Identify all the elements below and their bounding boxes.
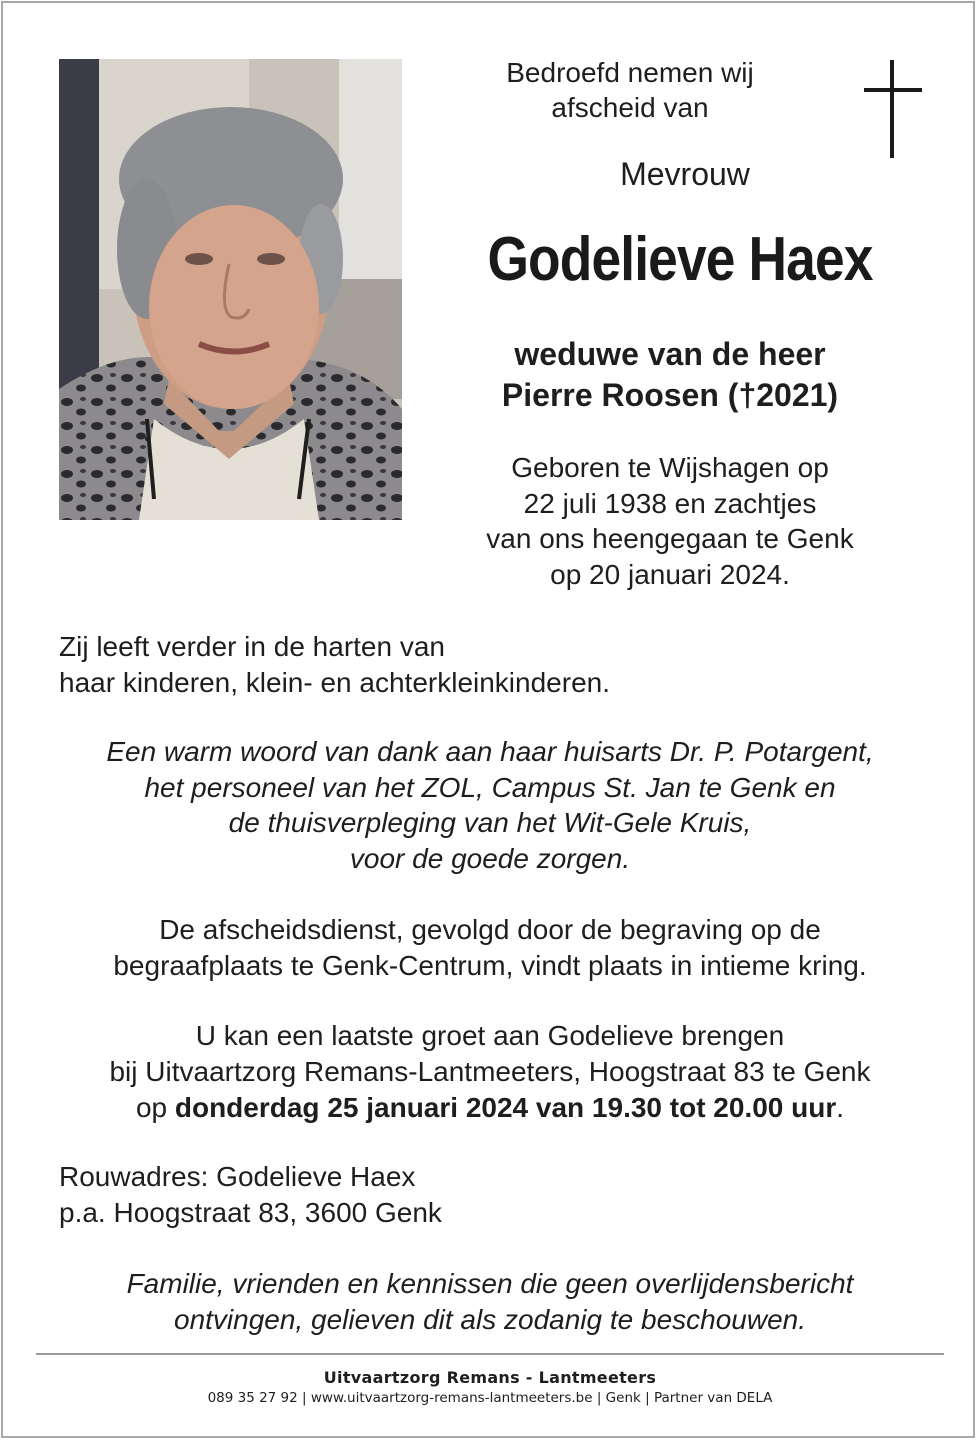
born-line: van ons heengegaan te Genk (486, 523, 854, 554)
visit-line: bij Uitvaartzorg Remans-Lantmeeters, Hoogstraat 83 te Genk (109, 1056, 871, 1087)
mourning-address (59, 1159, 659, 1231)
intro-line: Bedroefd nemen wij (506, 57, 754, 88)
widow-line: Pierre Roosen (†2021) (501, 377, 839, 413)
born-line: op 20 januari 2024. (550, 558, 790, 590)
thanks-line: Een warm woord van dank aan haar huisarts Dr. P. Potargent, (106, 736, 874, 767)
lives-line: haar kinderen, klein- en achterkleinkinderen. (59, 667, 610, 698)
service-line: begraafplaats te Genk-Centrum, vindt plaats in intieme kring. (113, 950, 867, 981)
notice-line: Familie, vrienden en kennissen die geen overlijdensbericht (126, 1268, 854, 1299)
visitation-text (20, 1018, 960, 1126)
thanks-line: de thuisverpleging van het Wit-Gele Kruis, (228, 807, 752, 838)
thanks-line: het personeel van het ZOL, Campus St. Jan te Genk en (144, 771, 836, 803)
deceased-name: Godelieve Haex (487, 225, 873, 294)
service-line: De afscheidsdienst, gevolgd door de begraving op de (159, 914, 821, 945)
address-line: Rouwadres: Godelieve Haex (59, 1161, 416, 1192)
widow-line: weduwe van de heer (514, 336, 826, 372)
born-line: Geboren te Wijshagen op (511, 452, 829, 483)
footer-divider (36, 1353, 944, 1355)
visit-post: . (836, 1092, 845, 1123)
visit-pre: op (135, 1092, 175, 1123)
honorific: Mevrouw (620, 156, 750, 192)
widow-of (440, 334, 900, 416)
cross-icon (864, 60, 922, 160)
lives-line: Zij leeft verder in de harten van (59, 631, 445, 662)
footer-details: 089 35 27 92 | www.uitvaartzorg-remans-lantmeeters.be | Genk | Partner van DELA (207, 1390, 773, 1406)
notice-line: ontvingen, gelieven dit als zodanig te beschouwen. (174, 1303, 806, 1335)
notice-text (20, 1266, 960, 1337)
portrait-photo (59, 59, 402, 520)
intro-text (460, 55, 800, 125)
footer-company: Uitvaartzorg Remans - Lantmeeters (323, 1368, 657, 1387)
visit-line: U kan een laatste groet aan Godelieve brengen (195, 1020, 785, 1051)
visit-line-datetime (20, 1090, 960, 1126)
born-line: 22 juli 1938 en zachtjes (523, 487, 817, 519)
thanks-text (20, 734, 960, 876)
intro-line: afscheid van (551, 92, 709, 123)
service-text (20, 912, 960, 984)
lives-on-text (59, 629, 819, 701)
address-line: p.a. Hoogstraat 83, 3600 Genk (59, 1197, 442, 1228)
birth-death-info (440, 450, 900, 592)
thanks-line: voor de goede zorgen. (349, 842, 631, 874)
visit-datetime: donderdag 25 januari 2024 van 19.30 tot 20.00 uur (174, 1092, 837, 1123)
